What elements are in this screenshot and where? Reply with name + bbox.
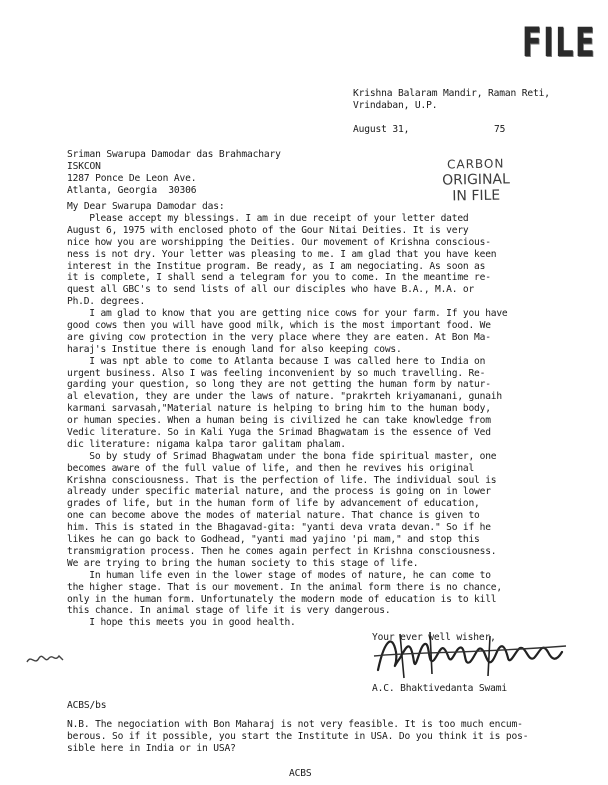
body-line: already under specific material nature, and the process is going on in lower (67, 486, 491, 498)
sender-address-line-2: Vrindaban, U.P. (353, 100, 438, 111)
body-line: Ph.D. degrees. (67, 296, 146, 308)
footer-initials: ACBS (289, 768, 312, 779)
body-line: this chance. In animal stage of life it is very dangerous. (67, 605, 391, 617)
body-line: or human species. When a human being is civilized he can take knowledge from (67, 415, 491, 427)
recipient-org: ISKCON (67, 161, 101, 172)
body-line: We are trying to bring the human society to this stage of life. (67, 557, 419, 569)
body-line: urgent business. Also I was feeling inconvenient by so much travelling. Re- (67, 367, 486, 379)
handwritten-mark (25, 650, 65, 668)
body-line: In human life even in the lower stage of modes of nature, he can come to (67, 569, 491, 581)
body-line: karmani sarvasah,"Material nature is helping to bring him to the human body, (67, 403, 491, 415)
closing: Your ever well wisher, (372, 632, 496, 643)
letter-year: 75 (494, 124, 506, 135)
body-line: only in the human form. Unfortunately the modern mode of education is to kill (67, 593, 497, 605)
body-line: So by study of Srimad Bhagwatam under the bona fide spiritual master, one (67, 450, 497, 462)
recipient-street: 1287 Ponce De Leon Ave. (67, 173, 197, 184)
body-line: I am glad to know that you are getting nice cows for your farm. If you have (67, 308, 508, 320)
handwritten-signature (370, 622, 570, 682)
nb-line-1: N.B. The negociation with Bon Maharaj is not very feasible. It is too much encum- (67, 719, 523, 730)
body-line: becomes aware of the full value of life, and then he revives his original (67, 462, 475, 474)
body-line: good cows then you will have good milk, which is the most important food. We (67, 320, 491, 332)
body-line: likes he can go back to Godhead, "yanti mad yajino 'pi mam," and stop this (67, 534, 480, 546)
body-line: I was npt able to come to Atlanta because I was called here to India on (67, 355, 486, 367)
body-line: Please accept my blessings. I am in due receipt of your letter dated (67, 213, 469, 224)
body-line: it is complete, I shall send a telegram for you to come. In the meantime re- (67, 272, 491, 284)
body-line: are giving cow protection in the very place where they are eaten. At Bon Ma- (67, 331, 491, 343)
signature-name: A.C. Bhaktivedanta Swami (372, 683, 508, 694)
letter-body (67, 213, 567, 629)
nb-line-2: berous. So if it possible, you start the Institute in USA. Do you think it is pos- (67, 731, 529, 742)
recipient-name: Sriman Swarupa Damodar das Brahmachary (67, 149, 281, 160)
body-line: quest all GBC's to send lists of all our disciples who have B.A., M.A. or (67, 284, 475, 296)
recipient-city: Atlanta, Georgia 30306 (67, 185, 197, 196)
body-line: al elevation, they are under the laws of nature. "prakrteh kriyamanani, gunaih (67, 391, 502, 403)
body-line: ness is not dry. Your letter was pleasing to me. I am glad that you have keen (67, 248, 497, 260)
body-line: August 6, 1975 with enclosed photo of the Gour Nitai Deities. It is very (67, 224, 469, 236)
carbon-stamp-line-2: ORIGINAL (442, 171, 510, 189)
body-line: grades of life, but in the human form of life by advancement of education, (67, 498, 480, 510)
carbon-stamp-line-1: CARBON (446, 156, 505, 172)
body-line: him. This is stated in the Bhagavad-gita: "yanti deva vrata devan." So if he (67, 522, 491, 534)
carbon-original-stamp (428, 155, 525, 205)
body-line: the higher stage. That is our movement. In the animal form there is no chance, (67, 581, 502, 593)
body-line: nice how you are worshipping the Deities. Our movement of Krishna conscious- (67, 236, 491, 248)
body-line: Vedic literature. So in Kali Yuga the Srimad Bhagwatam is the essence of Ved (67, 427, 491, 439)
initials: ACBS/bs (67, 700, 107, 711)
salutation: My Dear Swarupa Damodar das: (67, 201, 225, 212)
body-line: Krishna consciousness. That is the perfection of life. The individual soul is (67, 474, 497, 486)
body-line: one can become above the modes of material nature. That chance is given to (67, 510, 480, 522)
body-line: I hope this meets you in good health. (67, 617, 296, 629)
body-line: interest in the Institue program. Be ready, as I am negociating. As soon as (67, 260, 486, 272)
file-stamp: FILE (522, 20, 597, 66)
nb-line-3: sible here in India or in USA? (67, 743, 236, 754)
body-line: haraj's Institue there is enough land for also keeping cows. (67, 343, 402, 355)
sender-address-line-1: Krishna Balaram Mandir, Raman Reti, (353, 88, 550, 99)
body-line: garding your question, so long they are not getting the human form by natur- (67, 379, 491, 391)
carbon-stamp-line-3: IN FILE (452, 187, 501, 205)
body-line: dic literature: nigama kalpa taror galitam phalam. (67, 438, 346, 450)
letter-date: August 31, (353, 124, 410, 135)
body-line: transmigration process. Then he comes again perfect in Krishna consciousness. (67, 545, 497, 557)
